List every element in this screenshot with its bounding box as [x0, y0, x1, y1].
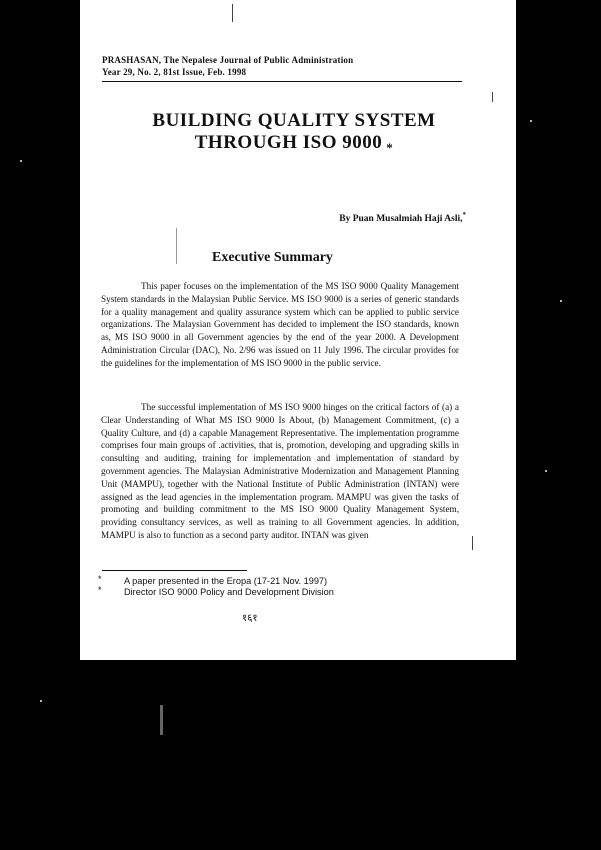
header-rule	[102, 81, 462, 82]
paragraph-2: The successful implementation of MS ISO 9000 hinges on the critical factors of (a) a Clear Understanding of What MS ISO 9000 Is About, (b) Management Commitment, (c) a Quality Culture, and (d) a capable Management Representative. The implementation programme comprises four main groups of .activities, that is, promotion, developing and upgrading skills in consulting and auditing, training for implementation and implementation of standard by government agencies. The Malaysian Administrative Modernization and Management Planning Unit (MAMPU), together with the National Institute of Public Administration (INTAN) were assigned as the lead agencies in the implementation program. MAMPU was given the tasks of promoting and building commitment to the MS ISO 9000 Quality Management System, providing consultancy services, as well as training to all Government agencies. In addition, MAMPU is also to function as a second party auditor. INTAN was given	[101, 402, 459, 540]
scan-artifact	[472, 536, 473, 550]
scan-noise	[20, 160, 22, 162]
footnote-text: Director ISO 9000 Policy and Development Division	[124, 587, 334, 597]
journal-issue: Year 29, No. 2, 81st Issue, Feb. 1998	[102, 67, 247, 77]
scan-noise	[160, 705, 163, 735]
paragraph-1: This paper focuses on the implementation of the MS ISO 9000 Quality Management System standards in the Malaysian Public Service. MS ISO 9000 is a series of generic standards for a quality management and quality assurance system which can be applied to public service organizations. The Malaysian Government has decided to implement the ISO standards, known as, MS ISO 9000 in all Government agencies by the end of the year 2000. A Development Administration Circular (DAC), No. 2/96 was issued on 11 July 1996. The circular provides for the guidelines for the implementation of MS ISO 9000 in the public service.	[101, 281, 459, 368]
footnote	[98, 576, 334, 587]
author-name: By Puan Musalmiah Haji Asli,	[339, 214, 463, 225]
title-footnote-marker: *	[386, 140, 394, 155]
footnote-marker: *	[98, 574, 102, 584]
journal-header	[102, 54, 462, 78]
footnotes	[98, 576, 334, 598]
footnote	[98, 587, 334, 598]
scan-noise	[40, 700, 42, 702]
page-number: १६१	[242, 613, 258, 624]
author-footnote-marker: *	[462, 211, 466, 219]
title-line-2: THROUGH ISO 9000	[194, 132, 383, 153]
footnote-marker: *	[98, 585, 102, 595]
section-heading: Executive Summary	[212, 250, 333, 265]
journal-name: PRASHASAN, The Nepalese Journal of Public Administration	[102, 55, 354, 65]
footnote-text: A paper presented in the Eropa (17-21 Nov. 1997)	[124, 576, 328, 586]
scan-artifact	[176, 228, 177, 264]
paper-title	[100, 110, 488, 159]
scan-noise	[530, 120, 532, 122]
footnote-rule	[102, 570, 247, 571]
scan-artifact	[492, 92, 493, 102]
scan-noise	[545, 470, 547, 472]
author-byline	[339, 211, 466, 224]
document-page	[80, 0, 516, 660]
scan-artifact	[232, 4, 233, 22]
title-line-1: BUILDING QUALITY SYSTEM	[152, 110, 436, 131]
scan-noise	[560, 300, 562, 302]
